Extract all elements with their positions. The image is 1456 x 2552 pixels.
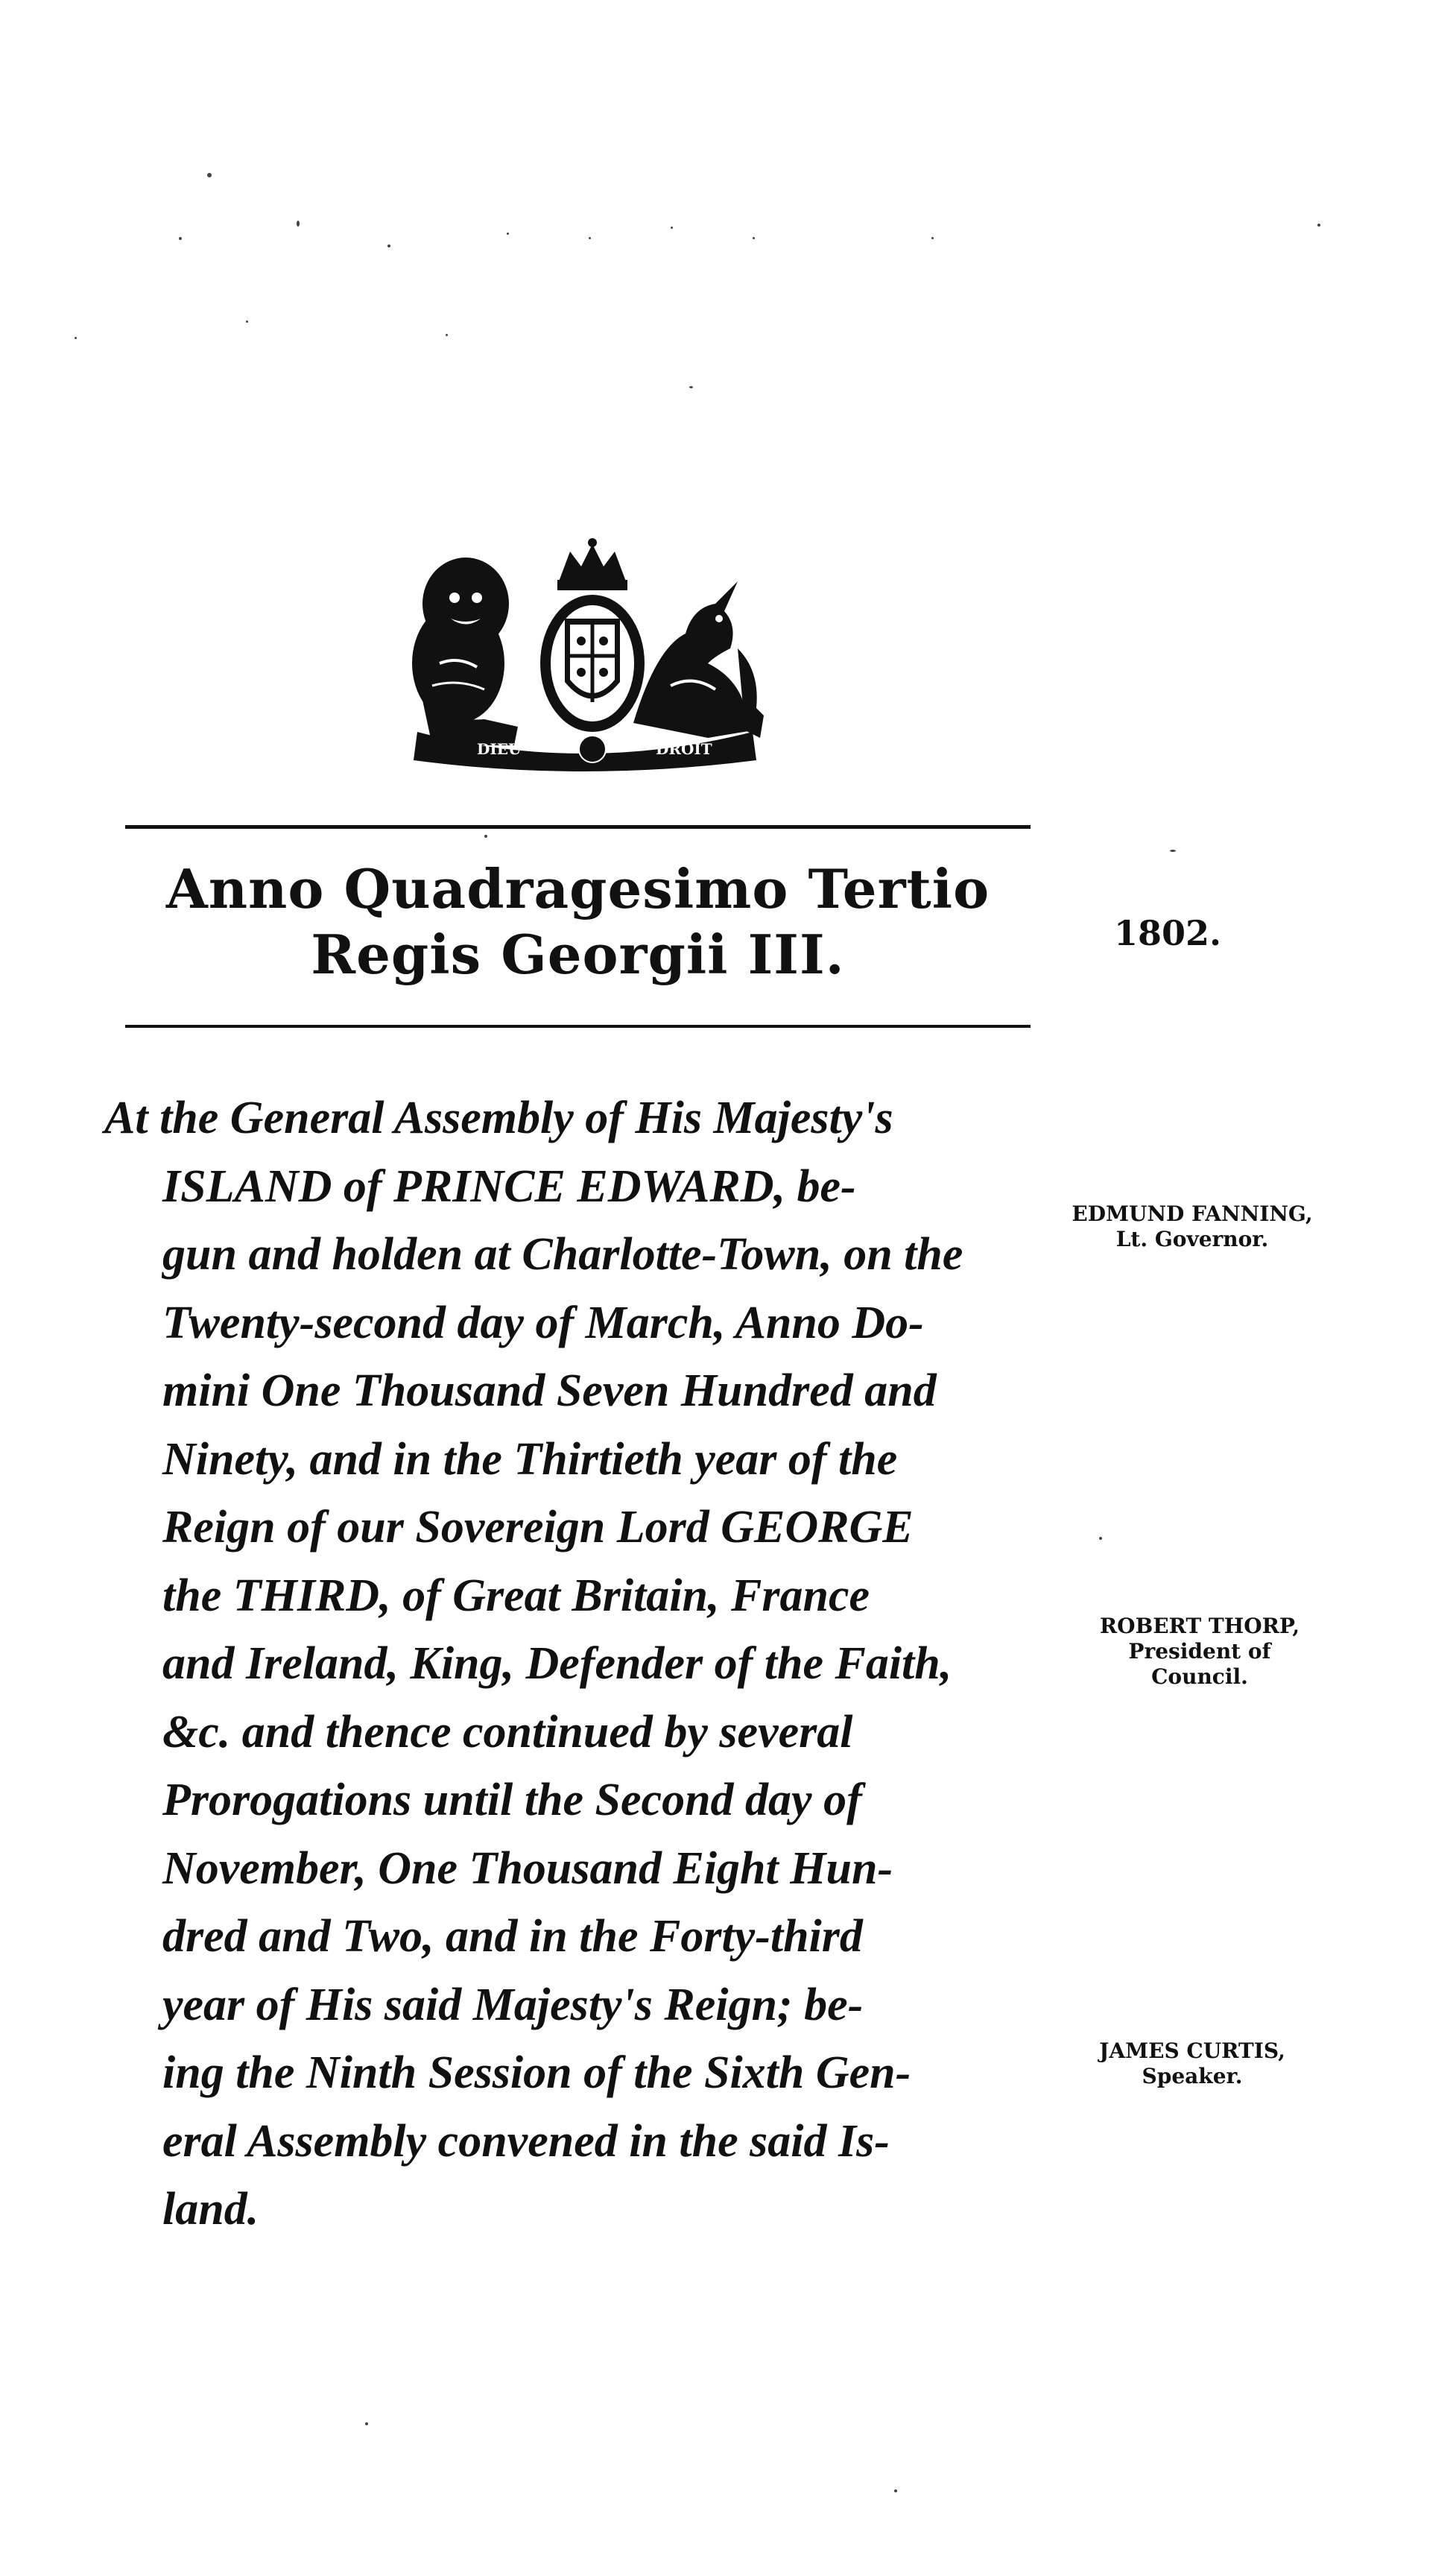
preamble-line: dred and Two, and in the Forty-third bbox=[162, 1911, 863, 1962]
speaker-title: Speaker. bbox=[1142, 2064, 1243, 2088]
scan-speck bbox=[207, 173, 212, 177]
preamble-line: eral Assembly convened in the said Is- bbox=[162, 2115, 890, 2167]
preamble-line: ing the Ninth Session of the Sixth Gen- bbox=[162, 2047, 911, 2098]
scan-speck bbox=[671, 227, 673, 229]
scan-speck bbox=[931, 237, 934, 239]
header-rule-bottom bbox=[125, 1025, 1031, 1028]
lion-supporter bbox=[412, 558, 518, 745]
unicorn-supporter bbox=[633, 581, 764, 738]
royal-coat-of-arms bbox=[387, 537, 775, 775]
header-rule-top bbox=[125, 825, 1031, 829]
scan-speck bbox=[387, 244, 390, 247]
preamble-line: the THIRD, of Great Britain, France bbox=[162, 1570, 870, 1621]
preamble-line: ISLAND of PRINCE EDWARD, be- bbox=[162, 1160, 856, 1212]
crown bbox=[557, 538, 627, 590]
scan-speck bbox=[589, 237, 591, 239]
motto-right-text: DROIT bbox=[656, 740, 712, 758]
council-president-name: ROBERT THORP, bbox=[1099, 1614, 1300, 1638]
council-president-title: President of bbox=[1128, 1639, 1271, 1664]
scan-speck bbox=[753, 237, 755, 239]
speaker-name: JAMES CURTIS, bbox=[1099, 2038, 1285, 2063]
preamble-line: and Ireland, King, Defender of the Faith, bbox=[162, 1638, 952, 1689]
scan-speck bbox=[1317, 224, 1320, 227]
governor-name: EDMUND FANNING, bbox=[1072, 1201, 1313, 1226]
year-label: 1802. bbox=[1114, 913, 1222, 953]
scan-speck bbox=[446, 334, 448, 336]
preamble-line: year of His said Majesty's Reign; be- bbox=[162, 1979, 864, 2030]
scan-speck bbox=[297, 221, 300, 227]
preamble-line: At the General Assembly of His Majesty's bbox=[104, 1093, 893, 1143]
scan-speck bbox=[1099, 1537, 1102, 1540]
scan-speck bbox=[179, 237, 182, 240]
scan-speck bbox=[365, 2422, 368, 2425]
preamble-line: Reign of our Sovereign Lord GEORGE bbox=[162, 1502, 914, 1553]
preamble-line: land. bbox=[162, 2184, 259, 2234]
council-president-title-2: Council. bbox=[1151, 1664, 1248, 1689]
preamble-line: mini One Thousand Seven Hundred and bbox=[162, 1365, 937, 1416]
scan-speck bbox=[246, 320, 248, 323]
margin-note-council-president bbox=[1058, 1614, 1341, 1690]
preamble-line: &c. and thence continued by several bbox=[162, 1706, 853, 1757]
scan-speck bbox=[507, 233, 509, 235]
preamble-line: Prorogations until the Second day of bbox=[162, 1775, 862, 1825]
scan-speck bbox=[1170, 850, 1176, 852]
preamble-line: gun and holden at Charlotte-Town, on the bbox=[162, 1229, 963, 1280]
preamble-paragraph bbox=[104, 1084, 1058, 2244]
preamble-line: November, One Thousand Eight Hun- bbox=[162, 1842, 893, 1894]
shield-garter bbox=[540, 595, 645, 732]
motto-left-text: DIEU bbox=[477, 740, 522, 758]
title-line-1: Anno Quadragesimo Tertio bbox=[165, 857, 990, 920]
margin-note-governor bbox=[1051, 1201, 1334, 1252]
title-line-2: Regis Georgii III. bbox=[311, 923, 845, 986]
scan-speck bbox=[689, 386, 693, 388]
scan-speck bbox=[484, 835, 487, 838]
scan-speck bbox=[75, 337, 77, 339]
scan-speck bbox=[894, 2489, 897, 2492]
governor-title: Lt. Governor. bbox=[1115, 1227, 1269, 1251]
margin-note-speaker bbox=[1051, 2038, 1334, 2089]
preamble-line: Ninety, and in the Thirtieth year of the bbox=[162, 1433, 898, 1485]
preamble-line: Twenty-second day of March, Anno Do- bbox=[162, 1297, 924, 1348]
